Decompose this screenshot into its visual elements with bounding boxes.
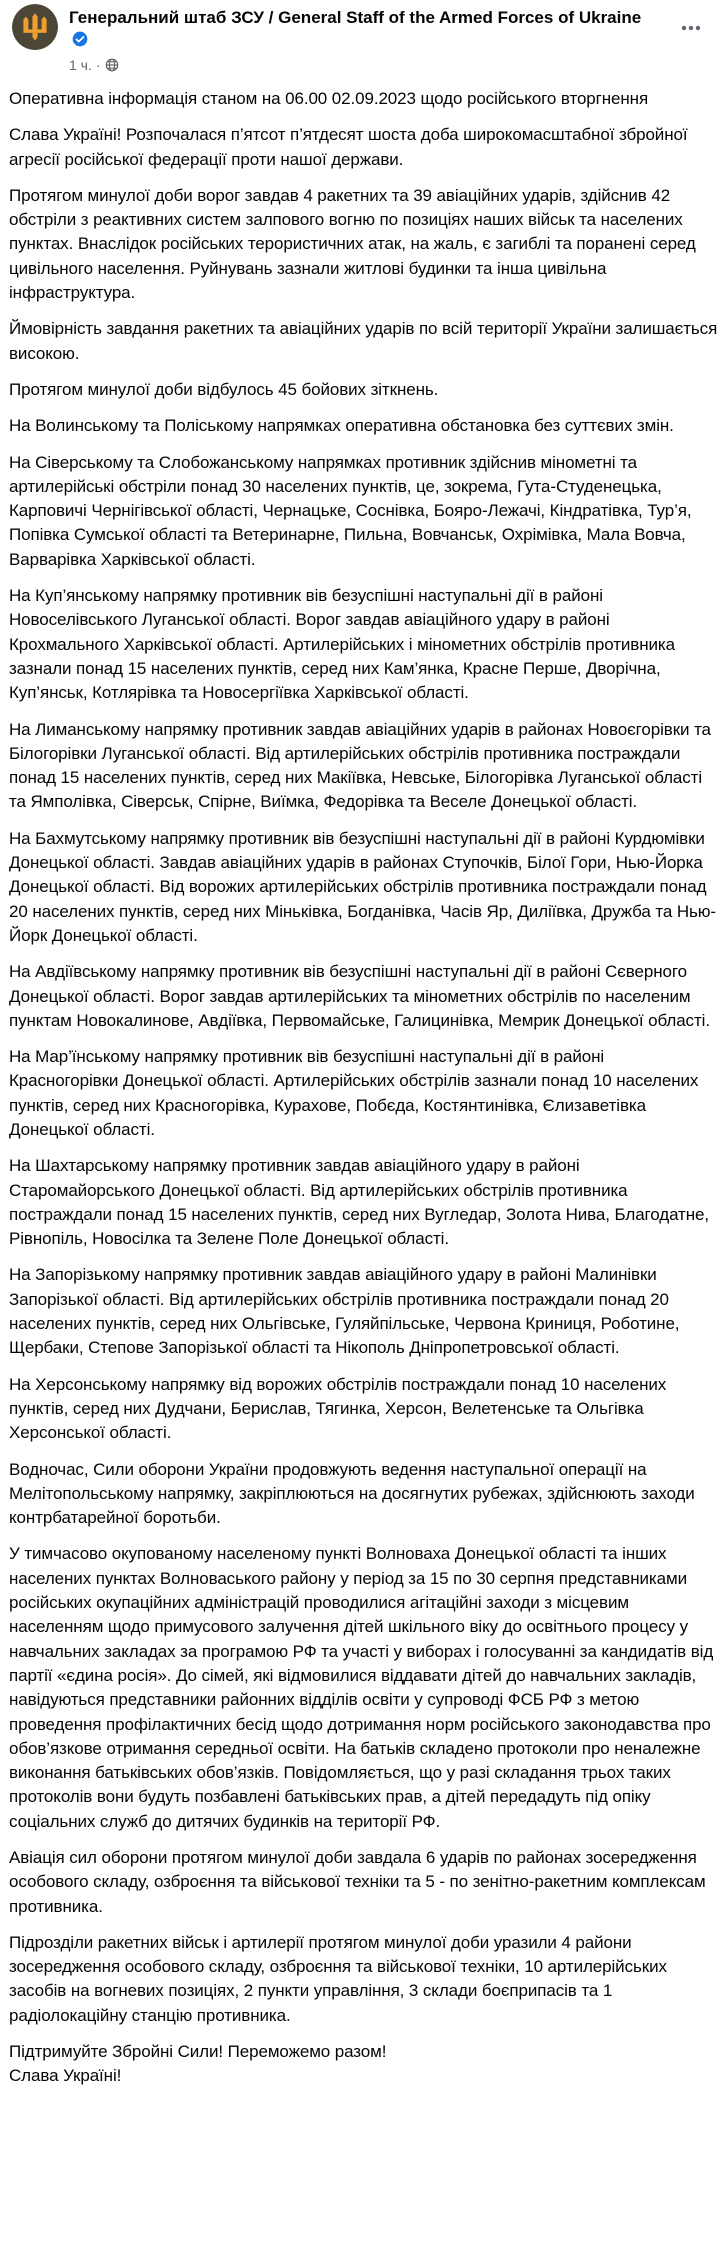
trident-emblem-icon	[12, 4, 58, 50]
post-paragraph: На Бахмутському напрямку противник вів безуспішні наступальні дії в районі Курдюмівки Донецької області. Завдав авіаційних ударів в районах Ступочків, Білої Гори, Нью-Йорка Донецької області. Від ворожих артилерійських обстрілів противника постраждали понад 20 населених пунктів, серед них Міньківка, Богданівка, Часів Яр, Диліївка, Дружба та Нью-Йорк Донецької області.	[9, 828, 716, 945]
meta-separator: ·	[95, 57, 101, 73]
post-paragraph: На Лиманському напрямку противник завдав авіаційних ударів в районах Новоєгорівки та Білогорівки Луганської області. Від артилерійських обстрілів противника постраждали понад 15 населених пунктів, серед них Макіївка, Невське, Білогорівка Луганської області та Ямполівка, Сіверськ, Спірне, Виїмка, Федорівка та Веселе Донецької області.	[9, 719, 711, 812]
post-paragraph: На Волинському та Поліському напрямках оперативна обстановка без суттєвих змін.	[9, 416, 674, 436]
post-paragraph: Авіація сил оборони протягом минулої доби завдала 6 ударів по районах зосередження особового складу, озброєння та військової техніки та 5 - по зенітно-ракетним комплексам противника.	[9, 1848, 706, 1916]
post-paragraph: На Авдіївському напрямку противник вів безуспішні наступальні дії в районі Сєверного Донецької області. Ворог завдав артилерійських та мінометних обстрілів по населеним пунктам Новокалинове, Авдіївка, Первомайське, Галицинівка, Мемрик Донецької області.	[9, 962, 710, 1030]
post-paragraph: Протягом минулої доби ворог завдав 4 ракетних та 39 авіаційних ударів, здійснив 42 обстріли з реактивних систем залпового вогню по позиціях наших військ та населених пунктах. Внаслідок російських терористичних атак, на жаль, є загиблі та поранені серед цивільного населення. Руйнувань зазнали житлові будинки та інша цивільна інфраструктура.	[9, 185, 696, 303]
post-paragraph: Водночас, Сили оборони України продовжують ведення наступальної операції на Мелітопольському напрямку, закріплюються на досягнутих рубежах, здійснюють заходи контрбатарейної боротьби.	[9, 1459, 695, 1528]
timestamp[interactable]: 1 ч.	[69, 57, 92, 73]
header-info	[69, 4, 654, 73]
three-dots-icon	[681, 25, 701, 31]
post-paragraph: На Шахтарському напрямку противник завдав авіаційного удару в районі Старомайорського Донецької області. Від артилерійських обстрілів противника постраждали понад 15 населених пунктів, серед них Вугледар, Золота Нива, Благодатне, Рівнопіль, Новосілка та Зелене Поле Донецької області.	[9, 1156, 710, 1249]
post-paragraph: На Запорізькому напрямку противник завдав авіаційного удару в районі Малинівки Запорізької області. Від артилерійських обстрілів противника постраждали понад 20 населених пунктів, серед них Ольгівське, Гуляйпільське, Червона Криниця, Роботине, Щербаки, Степове Запорізької області та Нікополь Дніпропетровської області.	[9, 1265, 680, 1358]
more-options-button[interactable]	[675, 12, 707, 44]
post-paragraph: У тимчасово окупованому населеному пункті Волноваха Донецької області та інших населених пунктах Волноваського району у період за 15 по 30 серпня представниками російських окупаційних адміністрацій проводилися агітаційні заходи з місцевим населенням щодо примусового залучення дітей шкільного віку до освітнього процесу у навчальних закладах за програмою РФ та участі у виборах і голосуванні за кандидатів від партії «єдина росія». До сімей, які відмовилися віддавати дітей до навчальних закладів, навідуються представники районних відділів освіти у супроводі ФСБ РФ з метою проведення профілактичних бесід щодо дотримання норм російського законодавства про обов’язкове отримання середньої освіти. На батьків складено протоколи про неналежне виконання батьківських обов’язків. Повідомляється, що у разі складання трьох таких протоколів вони будуть позбавлені батьківських прав, а дітей передадуть під опіку соціальних служб до дитячих будинків на території РФ.	[9, 1544, 714, 1831]
post-paragraph: Слава Україні! Розпочалася п’ятсот п’ятдесят шоста доба широкомасштабної збройної агресії російської федерації проти нашої держави.	[9, 125, 688, 169]
post-header	[0, 0, 727, 73]
page-name	[69, 7, 654, 53]
post-paragraph: На Херсонському напрямку від ворожих обстрілів постраждали понад 10 населених пунктів, серед них Дудчани, Берислав, Тягинка, Херсон, Велетенське та Ольгівка Херсонської області.	[9, 1374, 667, 1443]
post-text	[0, 73, 727, 2095]
post-paragraph: На Сіверському та Слобожанському напрямках противник здійснив мінометні та артилерійські обстріли понад 30 населених пунктів, це, зокрема, Гута-Студенецька, Карповичі Чернігівської області, Чернацьке, Соснівка, Бояро-Лежачі, Кіндратівка, Тур’я, Попівка Сумської області та Ветеринарне, Пильна, Вовчанськ, Охрімівка, Мала Вовча, Варварівка Харківської області.	[9, 452, 692, 569]
post-paragraph: На Мар’їнському напрямку противник вів безуспішні наступальні дії в районі Красногорівки Донецької області. Артилерійських обстрілів зазнали понад 10 населених пунктів, серед них Красногорівка, Курахове, Побєда, Костянтинівка, Єлизаветівка Донецької області.	[9, 1047, 699, 1139]
post-paragraph: Підтримуйте Збройні Сили! Переможемо разом! Слава Україні!	[9, 2042, 387, 2086]
post-paragraph: Протягом минулої доби відбулось 45 бойових зіткнень.	[9, 379, 439, 399]
globe-icon	[105, 58, 119, 72]
post-meta	[69, 57, 654, 73]
avatar[interactable]	[12, 4, 58, 50]
post-paragraph: Підрозділи ракетних військ і артилерії протягом минулої доби уразили 4 райони зосередження особового складу, озброєння та військової техніки, 10 артилерійських засобів на вогневих позиціях, 2 пункти управління, 3 склади боєприпасів та 1 радіолокаційну станцію противника.	[9, 1932, 667, 2025]
post-paragraph: Ймовірність завдання ракетних та авіаційних ударів по всій території України залишається високою.	[9, 319, 718, 363]
post-paragraph: На Куп’янському напрямку противник вів безуспішні наступальні дії в районі Новоселівського Луганської області. Ворог завдав авіаційного удару в районі Крохмального Харківської області. Артилерійських і мінометних обстрілів противника зазнали понад 15 населених пунктів, серед них Кам’янка, Красне Перше, Дворічна, Куп’янськ, Котлярівка та Новосергіївка Харківської області.	[9, 586, 675, 703]
verified-badge-icon	[72, 31, 88, 53]
post-paragraph: Оперативна інформація станом на 06.00 02.09.2023 щодо російського вторгнення	[9, 89, 649, 108]
page-name-link[interactable]: Генеральний штаб ЗСУ / General Staff of the Armed Forces of Ukraine	[69, 8, 642, 27]
